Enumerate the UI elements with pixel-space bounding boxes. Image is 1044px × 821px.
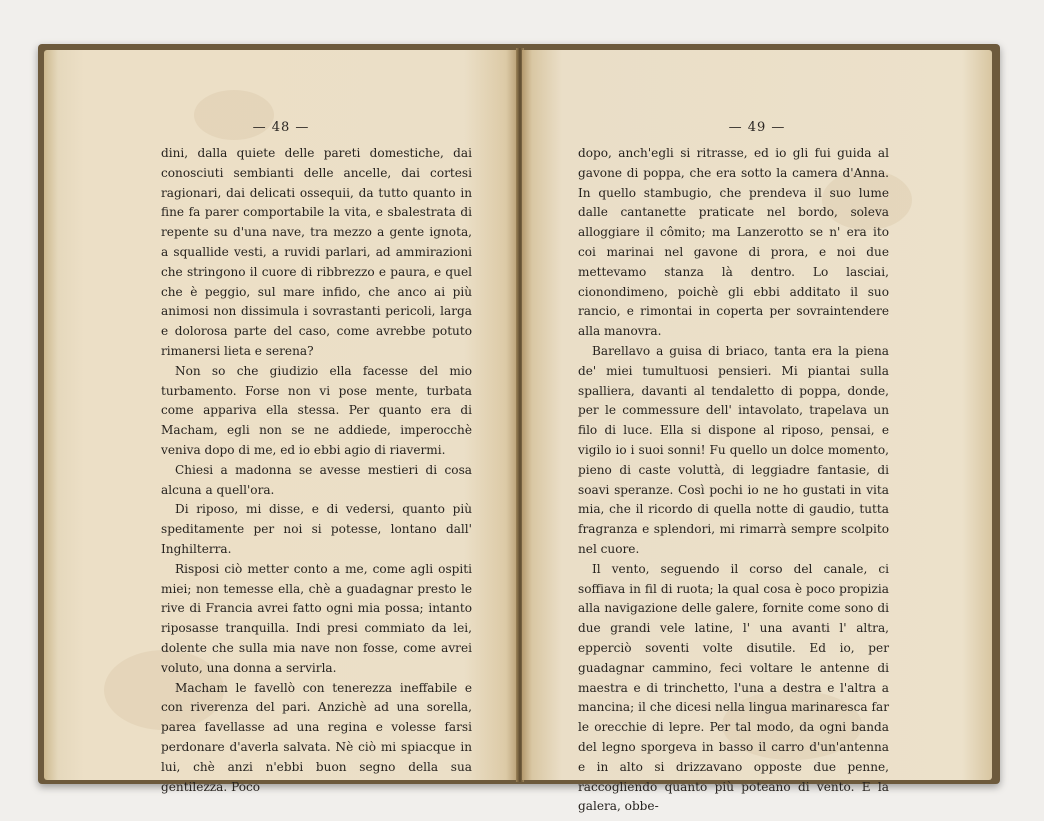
page-text <box>578 144 889 817</box>
right-page <box>522 50 992 814</box>
paragraph: Chiesi a madonna se avesse mestieri di cosa alcuna a quell'ora. <box>161 462 472 497</box>
open-book <box>38 44 1000 814</box>
paragraph: dopo, anch'egli si ritrasse, ed io gli fui guida al gavone di poppa, che era sotto la camera d'Anna. In quello stambugio, che prendeva il suo lume dalle cantanette praticate nel bordo, soleva alloggiare il cômito; ma Lanzerotto se n' era ito coi marinai nel gavone di prora, e noi due mettevamo stanza là dentro. Lo lasciai, cionondimeno, poichè gli ebbi additato il suo rancio, e rimontai in coperta per sovraintendere alla manovra. <box>578 146 889 339</box>
paragraph: Di riposo, mi disse, e di vedersi, quanto più speditamente per noi si potesse, lontano dall' Inghilterra. <box>161 502 472 556</box>
page-text <box>161 144 472 797</box>
left-page <box>44 50 518 794</box>
paragraph: Il vento, seguendo il corso del canale, ci soffiava in fil di ruota; la qual cosa è poco propizia alla navigazione delle galere, fornite come sono di due grandi vele latine, l' una avanti l' altra, epperciò soventi volte disutile. Ed io, per guadagnar cammino, feci voltare le antenne di maestra e di trinchetto, l'una a destra e l'altra a mancina; il che dicesi nella lingua marinaresca far le orecchie di lepre. Per tal modo, da ogni banda del legno sporgeva in basso il carro d'un'antenna e in alto si drizzavano opposte due penne, raccogliendo quanto più poteano di vento. E la galera, obbe- <box>578 561 889 814</box>
page-number: — 49 — <box>728 120 786 135</box>
page-number: — 48 — <box>252 120 310 135</box>
paragraph: Macham le favellò con tenerezza ineffabile e con riverenza del pari. Anzichè ad una sorella, parea favellasse ad una regina e volesse farsi perdonare d'averla salvata. Nè ciò mi spiacque in lui, chè anzi n'ebbi buon segno della sua gentilezza. Poco <box>161 680 472 794</box>
paragraph: Barellavo a guisa di briaco, tanta era la piena de' miei tumultuosi pensieri. Mi piantai sulla spalliera, davanti al tendaletto di poppa, donde, per le commessure dell' intavolato, trapelava un filo di luce. Ella si dispone al riposo, pensai, e vigilo io i suoi sonni! Fu quello un dolce momento, pieno di caste voluttà, di leggiadre fantasie, di soavi speranze. Così pochi io ne ho gustati in vita mia, che il ricordo di quella notte di gaudio, tutta fragranza e splendori, mi rimarrà sempre scolpito nel cuore. <box>578 343 889 556</box>
paragraph: Risposi ciò metter conto a me, come agli ospiti miei; non temesse ella, chè a guadagnar presto le rive di Francia avrei fatto ogni mia possa; intanto riposasse tranquilla. Indi presi commiato da lei, dolente che sulla mia nave non fosse, come avrei voluto, una donna a servirla. <box>161 561 472 675</box>
paragraph: dini, dalla quiete delle pareti domestiche, dai conosciuti sembianti delle ancelle, dai cortesi ragionari, dai delicati ossequii, da tutto quanto in fine fa parer comportabile la vita, e sbalestrata di repente su d'una nave, tra mezzo a gente ignota, a squallide vesti, a ruvidi parlari, ad ammirazioni che stringono il cuore di ribbrezzo e paura, e quel che è peggio, sul mare infido, che anco ai più animosi non dissimula i sovrastanti pericoli, larga e dolorosa parte del caso, come avrebbe potuto rimanersi lieta e serena? <box>161 146 472 358</box>
paragraph: Non so che giudizio ella facesse del mio turbamento. Forse non vi pose mente, turbata come appariva ella stessa. Per quanto era di Macham, egli non se ne addiede, imperocchè veniva dopo di me, ed io ebbi agio di riavermi. <box>161 363 472 457</box>
